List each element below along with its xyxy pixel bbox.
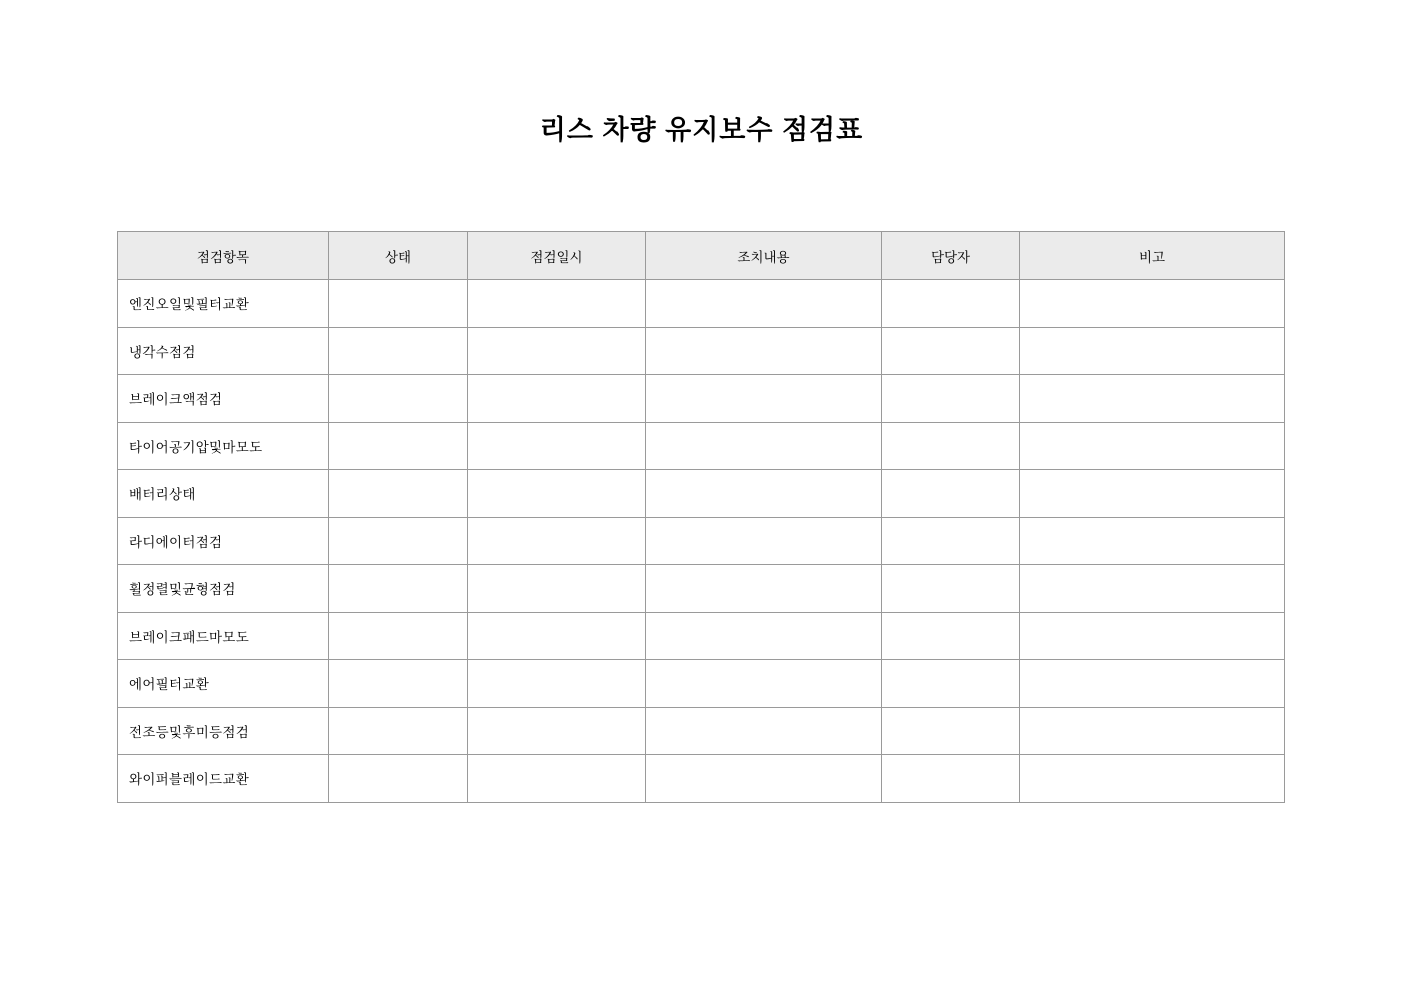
cell-person[interactable] — [882, 565, 1020, 613]
cell-note[interactable] — [1020, 565, 1285, 613]
cell-person[interactable] — [882, 612, 1020, 660]
cell-person[interactable] — [882, 470, 1020, 518]
column-header-item: 점검항목 — [118, 232, 329, 280]
cell-person[interactable] — [882, 375, 1020, 423]
cell-action[interactable] — [646, 327, 882, 375]
table-head — [118, 232, 1285, 280]
cell-item: 에어필터교환 — [118, 660, 329, 708]
cell-status[interactable] — [329, 470, 468, 518]
column-header-note: 비고 — [1020, 232, 1285, 280]
cell-action[interactable] — [646, 565, 882, 613]
cell-note[interactable] — [1020, 327, 1285, 375]
cell-date[interactable] — [468, 327, 646, 375]
cell-action[interactable] — [646, 755, 882, 803]
table-header-row — [118, 232, 1285, 280]
table-row — [118, 280, 1285, 328]
cell-item: 냉각수점검 — [118, 327, 329, 375]
cell-status[interactable] — [329, 755, 468, 803]
cell-date[interactable] — [468, 280, 646, 328]
cell-action[interactable] — [646, 707, 882, 755]
cell-action[interactable] — [646, 612, 882, 660]
table-row — [118, 612, 1285, 660]
cell-status[interactable] — [329, 660, 468, 708]
cell-status[interactable] — [329, 707, 468, 755]
cell-person[interactable] — [882, 707, 1020, 755]
table-row — [118, 755, 1285, 803]
cell-status[interactable] — [329, 517, 468, 565]
cell-action[interactable] — [646, 517, 882, 565]
cell-note[interactable] — [1020, 707, 1285, 755]
maintenance-checklist-table — [117, 231, 1285, 803]
cell-person[interactable] — [882, 660, 1020, 708]
table-row — [118, 375, 1285, 423]
cell-date[interactable] — [468, 565, 646, 613]
cell-item: 브레이크액점검 — [118, 375, 329, 423]
cell-item: 타이어공기압및마모도 — [118, 422, 329, 470]
cell-date[interactable] — [468, 422, 646, 470]
cell-action[interactable] — [646, 375, 882, 423]
page-title: 리스 차량 유지보수 점검표 — [539, 115, 864, 145]
cell-person[interactable] — [882, 422, 1020, 470]
cell-note[interactable] — [1020, 422, 1285, 470]
cell-status[interactable] — [329, 280, 468, 328]
cell-date[interactable] — [468, 375, 646, 423]
column-header-status: 상태 — [329, 232, 468, 280]
cell-status[interactable] — [329, 375, 468, 423]
checklist-table-container — [117, 231, 1284, 803]
cell-action[interactable] — [646, 280, 882, 328]
cell-status[interactable] — [329, 565, 468, 613]
column-header-action: 조치내용 — [646, 232, 882, 280]
cell-status[interactable] — [329, 327, 468, 375]
cell-date[interactable] — [468, 470, 646, 518]
cell-item: 휠정렬및균형점검 — [118, 565, 329, 613]
cell-item: 브레이크패드마모도 — [118, 612, 329, 660]
column-header-date: 점검일시 — [468, 232, 646, 280]
table-row — [118, 707, 1285, 755]
cell-item: 배터리상태 — [118, 470, 329, 518]
table-row — [118, 327, 1285, 375]
cell-note[interactable] — [1020, 470, 1285, 518]
cell-note[interactable] — [1020, 612, 1285, 660]
column-header-person: 담당자 — [882, 232, 1020, 280]
table-row — [118, 422, 1285, 470]
cell-action[interactable] — [646, 422, 882, 470]
table-body — [118, 280, 1285, 803]
cell-action[interactable] — [646, 470, 882, 518]
cell-status[interactable] — [329, 422, 468, 470]
cell-item: 엔진오일및필터교환 — [118, 280, 329, 328]
cell-date[interactable] — [468, 707, 646, 755]
cell-person[interactable] — [882, 755, 1020, 803]
cell-note[interactable] — [1020, 280, 1285, 328]
cell-person[interactable] — [882, 327, 1020, 375]
table-row — [118, 517, 1285, 565]
cell-status[interactable] — [329, 612, 468, 660]
table-row — [118, 660, 1285, 708]
cell-date[interactable] — [468, 612, 646, 660]
cell-person[interactable] — [882, 517, 1020, 565]
cell-note[interactable] — [1020, 755, 1285, 803]
cell-item: 라디에이터점검 — [118, 517, 329, 565]
cell-note[interactable] — [1020, 660, 1285, 708]
cell-date[interactable] — [468, 755, 646, 803]
cell-item: 전조등및후미등점검 — [118, 707, 329, 755]
cell-note[interactable] — [1020, 375, 1285, 423]
cell-note[interactable] — [1020, 517, 1285, 565]
table-row — [118, 565, 1285, 613]
table-row — [118, 470, 1285, 518]
cell-action[interactable] — [646, 660, 882, 708]
cell-date[interactable] — [468, 660, 646, 708]
cell-item: 와이퍼블레이드교환 — [118, 755, 329, 803]
cell-person[interactable] — [882, 280, 1020, 328]
cell-date[interactable] — [468, 517, 646, 565]
